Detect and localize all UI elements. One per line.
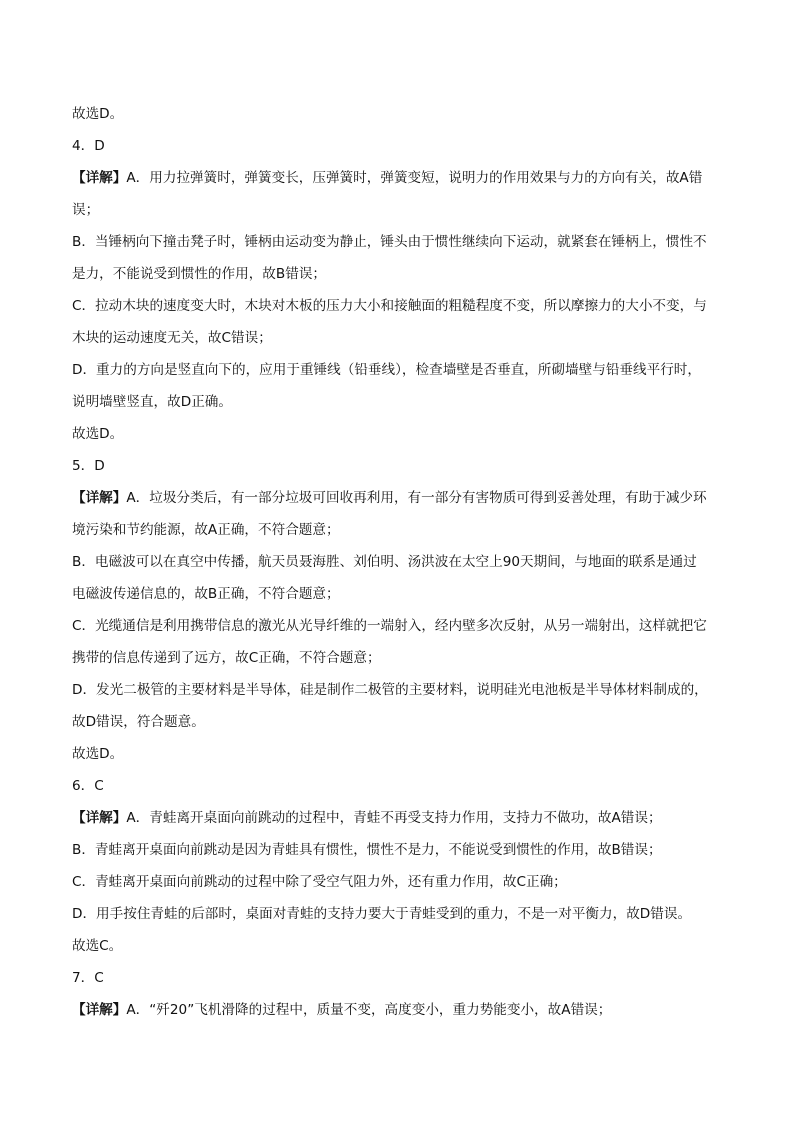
text-line	[72, 706, 732, 738]
question-number	[72, 130, 732, 162]
line-text: B．青蛙离开桌面向前跳动是因为青蛙具有惯性，惯性不是力，不能说受到惯性的作用，故B错误；	[72, 842, 662, 858]
line-text: 是力，不能说受到惯性的作用，故B错误；	[72, 266, 327, 282]
line-text: 故选D。	[72, 106, 124, 122]
line-text: 7．C	[72, 970, 104, 986]
line-text: A．垃圾分类后，有一部分垃圾可回收再利用，有一部分有害物质可得到妥善处理，有助于减少环	[126, 490, 707, 506]
line-text: 故选D。	[72, 426, 124, 442]
line-text: B．电磁波可以在真空中传播，航天员聂海胜、刘伯明、汤洪波在太空上90天期间，与地面的联系是通过	[72, 554, 697, 570]
line-text: 5．D	[72, 458, 105, 474]
line-text: B．当锤柄向下撞击凳子时，锤柄由运动变为静止，锤头由于惯性继续向下运动，就紧套在锤柄上，惯性不	[72, 234, 707, 250]
line-text: 境污染和节约能源，故A正确，不符合题意；	[72, 522, 340, 538]
text-line	[72, 98, 732, 130]
detail-tag: 【详解】	[72, 170, 127, 186]
text-line	[72, 514, 732, 546]
line-text: A．“歼20”飞机滑降的过程中，质量不变，高度变小，重力势能变小，故A错误；	[126, 1002, 612, 1018]
question-number	[72, 962, 732, 994]
text-line	[72, 258, 732, 290]
line-text: C．光缆通信是利用携带信息的激光从光导纤维的一端射入，经内壁多次反射，从另一端射出，这样就把它	[72, 618, 707, 634]
line-text: D．用手按住青蛙的后部时，桌面对青蛙的支持力要大于青蛙受到的重力，不是一对平衡力，故D错误。	[72, 906, 692, 922]
line-text: 木块的运动速度无关，故C错误；	[72, 330, 272, 346]
detail-tag: 【详解】	[72, 810, 127, 826]
line-text: A．用力拉弹簧时，弹簧变长，压弹簧时，弹簧变短，说明力的作用效果与力的方向有关，故A错	[126, 170, 703, 186]
detail-tag: 【详解】	[72, 490, 127, 506]
text-line	[72, 930, 732, 962]
line-text: D．重力的方向是竖直向下的，应用于重锤线（铅垂线），检查墙壁是否垂直，所砌墙壁与铅垂线平行时，	[72, 362, 701, 378]
question-number	[72, 450, 732, 482]
line-text: 4．D	[72, 138, 105, 154]
text-line	[72, 802, 732, 834]
text-line	[72, 322, 732, 354]
line-text: A．青蛙离开桌面向前跳动的过程中，青蛙不再受支持力作用，支持力不做功，故A错误；	[126, 810, 662, 826]
line-text: 故D错误，符合题意。	[72, 714, 205, 730]
text-line	[72, 290, 732, 322]
text-line	[72, 898, 732, 930]
line-text: 故选C。	[72, 938, 123, 954]
line-text: 误；	[72, 202, 100, 218]
line-text: 说明墙壁竖直，故D正确。	[72, 394, 232, 410]
text-line	[72, 674, 732, 706]
answer-text	[72, 98, 732, 1026]
text-line	[72, 578, 732, 610]
text-line	[72, 194, 732, 226]
text-line	[72, 418, 732, 450]
line-text: C．拉动木块的速度变大时，木块对木板的压力大小和接触面的粗糙程度不变，所以摩擦力的大小不变，与	[72, 298, 707, 314]
text-line	[72, 162, 732, 194]
text-line	[72, 386, 732, 418]
line-text: 故选D。	[72, 746, 124, 762]
text-line	[72, 482, 732, 514]
line-text: 6．C	[72, 778, 104, 794]
line-text: 携带的信息传递到了远方，故C正确，不符合题意；	[72, 650, 381, 666]
line-text: D．发光二极管的主要材料是半导体，硅是制作二极管的主要材料，说明硅光电池板是半导体材料制成的，	[72, 682, 708, 698]
text-line	[72, 866, 732, 898]
text-line	[72, 834, 732, 866]
question-number	[72, 770, 732, 802]
line-text: 电磁波传递信息的，故B正确，不符合题意；	[72, 586, 340, 602]
text-line	[72, 546, 732, 578]
text-line	[72, 994, 732, 1026]
text-line	[72, 354, 732, 386]
text-line	[72, 738, 732, 770]
text-line	[72, 226, 732, 258]
line-text: C．青蛙离开桌面向前跳动的过程中除了受空气阻力外，还有重力作用，故C正确；	[72, 874, 567, 890]
detail-tag: 【详解】	[72, 1002, 127, 1018]
text-line	[72, 610, 732, 642]
text-line	[72, 642, 732, 674]
